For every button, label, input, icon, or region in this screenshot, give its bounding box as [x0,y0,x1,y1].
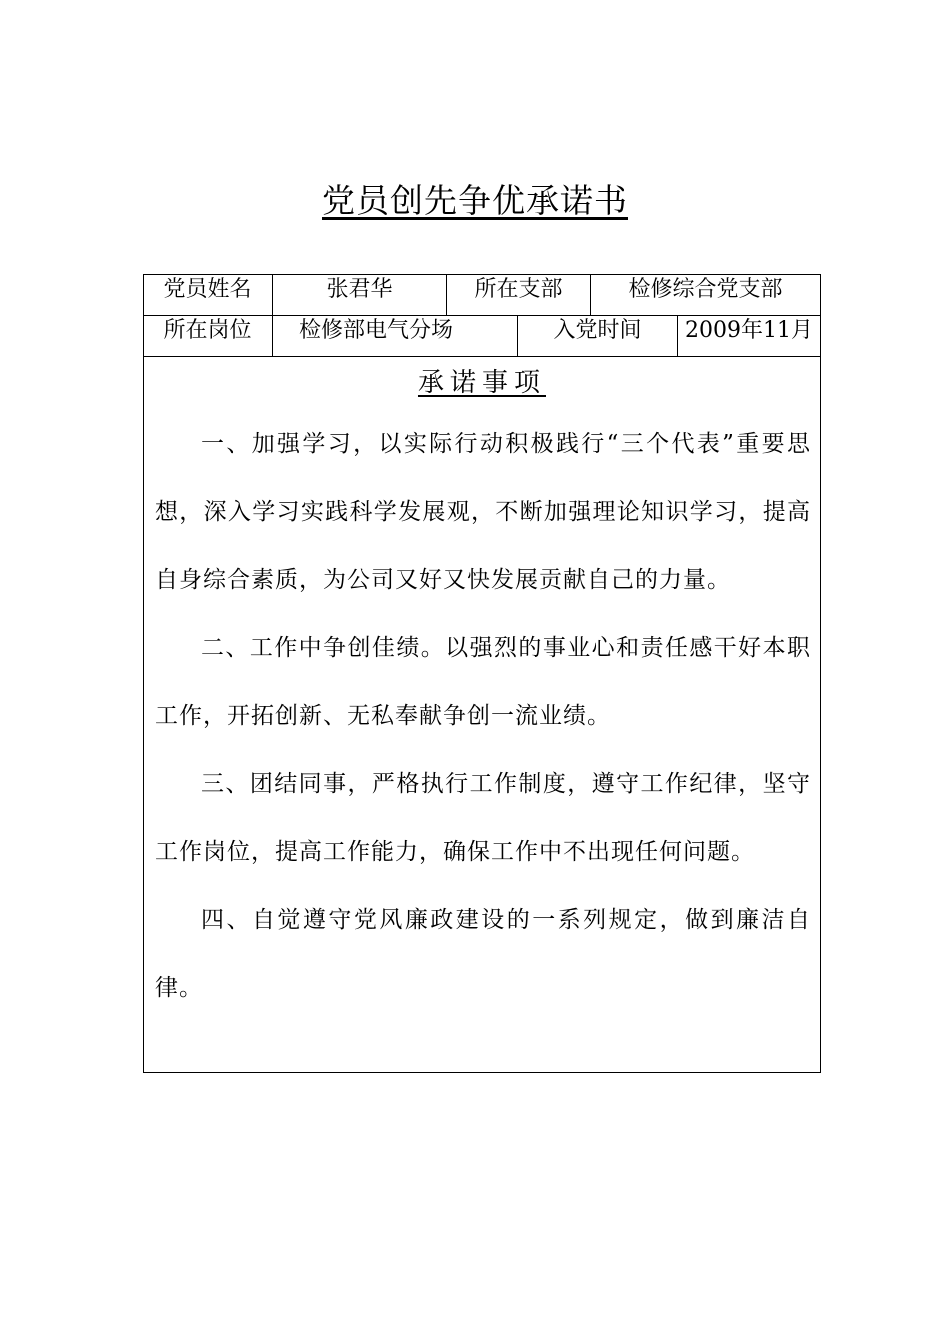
commitment-item-3: 三、团结同事，严格执行工作制度，遵守工作纪律，坚守工作岗位，提高工作能力，确保工作中不出现任何问题。 [155,771,811,865]
commitment-item-4: 四、自觉遵守党风廉政建设的一系列规定，做到廉洁自律。 [155,907,811,1001]
commitment-table [143,274,821,1073]
row-separator-1 [143,315,821,316]
commitment-item-2: 二、工作中争创佳绩。以强烈的事业心和责任感干好本职工作，开拓创新、无私奉献争创一流业绩。 [155,635,811,729]
name-label: 党员姓名 [163,277,252,302]
commitments-body [155,410,811,1022]
name-value: 张君华 [326,277,393,302]
commitments-heading: 承诺事项 [417,368,546,398]
table-border-bottom [143,1072,821,1073]
table-border-top [143,274,821,275]
post-label: 所在岗位 [163,318,252,343]
join-label: 入党时间 [553,318,642,343]
document-title: 党员创先争优承诺书 [322,181,628,220]
branch-value: 检修综合党支部 [628,277,783,302]
branch-label: 所在支部 [474,277,563,302]
row-separator-2 [143,356,821,357]
commitment-item-1: 一、加强学习，以实际行动积极践行“三个代表”重要思想，深入学习实践科学发展观，不断加强理论知识学习，提高自身综合素质，为公司又好又快发展贡献自己的力量。 [155,431,811,593]
post-value: 检修部电气分场 [299,318,454,343]
join-value: 2009年11月 [685,318,813,343]
